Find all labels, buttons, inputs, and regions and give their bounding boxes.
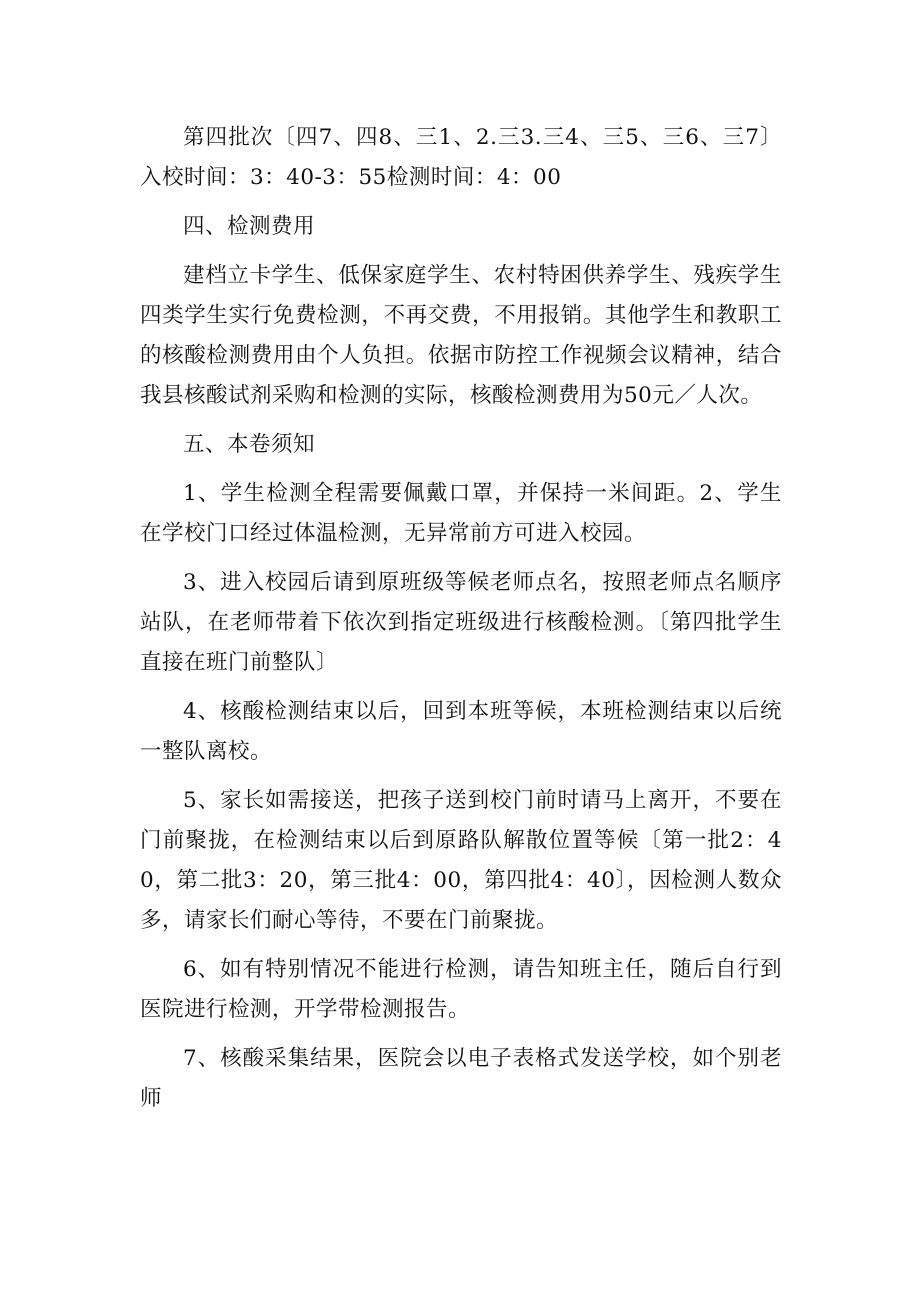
paragraph-notice-6: 6、如有特别情况不能进行检测，请告知班主任，随后自行到医院进行检测，开学带检测报告。 — [140, 957, 782, 1022]
document-body — [140, 118, 782, 1128]
heading-notice: 五、本卷须知 — [183, 432, 316, 457]
paragraph-fee-policy: 建档立卡学生、低保家庭学生、农村特困供养学生、残疾学生四类学生实行免费检测，不再交费，不用报销。其他学生和教职工的核酸检测费用由个人负担。依据市防控工作视频会议精神，结合我县核酸试剂采购和检测的实际，核酸检测费用为50元／人次。 — [140, 263, 782, 408]
paragraph-notice-4: 4、核酸检测结束以后，回到本班等候，本班检测结束以后统一整队离校。 — [140, 699, 782, 764]
paragraph-notice-1-2: 1、学生检测全程需要佩戴口罩，并保持一米间距。2、学生在学校门口经过体温检测，无异常前方可进入校园。 — [140, 481, 782, 546]
paragraph-notice-5: 5、家长如需接送，把孩子送到校门前时请马上离开，不要在门前聚拢，在检测结束以后到原路队解散位置等候〔第一批2：40，第二批3：20，第三批4：00，第四批4：40〕，因检测人数众多，请家长们耐心等待，不要在门前聚拢。 — [140, 788, 782, 933]
heading-testing-fees: 四、检测费用 — [183, 214, 316, 239]
paragraph-notice-3: 3、进入校园后请到原班级等候老师点名，按照老师点名顺序站队，在老师带着下依次到指定班级进行核酸检测。〔第四批学生直接在班门前整队〕 — [140, 570, 782, 675]
paragraph-notice-7: 7、核酸采集结果，医院会以电子表格式发送学校，如个别老师 — [140, 1046, 782, 1111]
paragraph-batch-four-schedule: 第四批次〔四7、四8、三1、2.三3.三4、三5、三6、三7〕入校时间：3：40-3：55检测时间：4：00 — [140, 125, 782, 190]
